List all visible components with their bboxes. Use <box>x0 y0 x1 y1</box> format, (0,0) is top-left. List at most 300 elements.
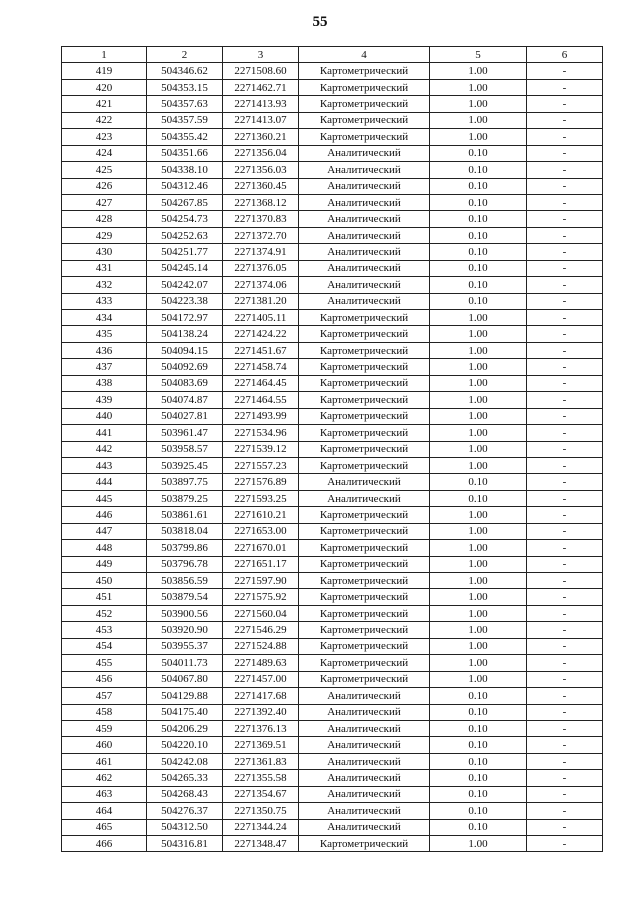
y-coordinate-cell: 2271350.75 <box>223 803 299 819</box>
x-coordinate-cell: 504338.10 <box>147 162 223 178</box>
x-coordinate-cell: 504083.69 <box>147 375 223 391</box>
accuracy-cell: 0.10 <box>430 688 527 704</box>
y-coordinate-cell: 2271361.83 <box>223 753 299 769</box>
y-coordinate-cell: 2271376.05 <box>223 260 299 276</box>
note-cell: - <box>527 408 603 424</box>
note-cell: - <box>527 342 603 358</box>
table-row <box>62 638 603 654</box>
y-coordinate-cell: 2271557.23 <box>223 457 299 473</box>
y-coordinate-cell: 2271405.11 <box>223 310 299 326</box>
x-coordinate-cell: 504175.40 <box>147 704 223 720</box>
x-coordinate-cell: 503955.37 <box>147 638 223 654</box>
accuracy-cell: 1.00 <box>430 671 527 687</box>
table-row <box>62 622 603 638</box>
column-header-1: 1 <box>62 47 147 63</box>
accuracy-cell: 0.10 <box>430 293 527 309</box>
y-coordinate-cell: 2271372.70 <box>223 227 299 243</box>
note-cell: - <box>527 737 603 753</box>
y-coordinate-cell: 2271575.92 <box>223 589 299 605</box>
accuracy-cell: 0.10 <box>430 277 527 293</box>
point-number-cell: 466 <box>62 836 147 852</box>
accuracy-cell: 1.00 <box>430 573 527 589</box>
note-cell: - <box>527 622 603 638</box>
x-coordinate-cell: 504074.87 <box>147 392 223 408</box>
method-cell: Аналитический <box>299 704 430 720</box>
accuracy-cell: 0.10 <box>430 770 527 786</box>
method-cell: Картометрический <box>299 408 430 424</box>
note-cell: - <box>527 589 603 605</box>
y-coordinate-cell: 2271464.45 <box>223 375 299 391</box>
table-row <box>62 836 603 852</box>
accuracy-cell: 0.10 <box>430 753 527 769</box>
accuracy-cell: 1.00 <box>430 359 527 375</box>
point-number-cell: 429 <box>62 227 147 243</box>
table-row <box>62 474 603 490</box>
y-coordinate-cell: 2271493.99 <box>223 408 299 424</box>
point-number-cell: 424 <box>62 145 147 161</box>
accuracy-cell: 1.00 <box>430 326 527 342</box>
note-cell: - <box>527 129 603 145</box>
table-row <box>62 408 603 424</box>
method-cell: Картометрический <box>299 457 430 473</box>
note-cell: - <box>527 227 603 243</box>
accuracy-cell: 0.10 <box>430 474 527 490</box>
table-row <box>62 129 603 145</box>
column-header-5: 5 <box>430 47 527 63</box>
x-coordinate-cell: 504351.66 <box>147 145 223 161</box>
note-cell: - <box>527 211 603 227</box>
y-coordinate-cell: 2271464.55 <box>223 392 299 408</box>
x-coordinate-cell: 504242.08 <box>147 753 223 769</box>
accuracy-cell: 1.00 <box>430 441 527 457</box>
method-cell: Картометрический <box>299 425 430 441</box>
method-cell: Аналитический <box>299 737 430 753</box>
note-cell: - <box>527 655 603 671</box>
note-cell: - <box>527 457 603 473</box>
method-cell: Аналитический <box>299 145 430 161</box>
table-row <box>62 753 603 769</box>
y-coordinate-cell: 2271546.29 <box>223 622 299 638</box>
method-cell: Картометрический <box>299 392 430 408</box>
table-body <box>62 63 603 852</box>
table-row <box>62 737 603 753</box>
x-coordinate-cell: 504316.81 <box>147 836 223 852</box>
x-coordinate-cell: 504254.73 <box>147 211 223 227</box>
accuracy-cell: 1.00 <box>430 112 527 128</box>
y-coordinate-cell: 2271369.51 <box>223 737 299 753</box>
table-header-row <box>62 47 603 63</box>
method-cell: Картометрический <box>299 310 430 326</box>
note-cell: - <box>527 79 603 95</box>
point-number-cell: 439 <box>62 392 147 408</box>
note-cell: - <box>527 556 603 572</box>
x-coordinate-cell: 503897.75 <box>147 474 223 490</box>
accuracy-cell: 1.00 <box>430 425 527 441</box>
table-row <box>62 523 603 539</box>
method-cell: Аналитический <box>299 293 430 309</box>
table-row <box>62 770 603 786</box>
point-number-cell: 432 <box>62 277 147 293</box>
note-cell: - <box>527 425 603 441</box>
table-row <box>62 589 603 605</box>
x-coordinate-cell: 504129.88 <box>147 688 223 704</box>
point-number-cell: 427 <box>62 194 147 210</box>
accuracy-cell: 0.10 <box>430 704 527 720</box>
method-cell: Аналитический <box>299 753 430 769</box>
point-number-cell: 421 <box>62 96 147 112</box>
note-cell: - <box>527 162 603 178</box>
note-cell: - <box>527 145 603 161</box>
y-coordinate-cell: 2271370.83 <box>223 211 299 227</box>
note-cell: - <box>527 293 603 309</box>
table-row <box>62 704 603 720</box>
point-number-cell: 445 <box>62 490 147 506</box>
note-cell: - <box>527 474 603 490</box>
point-number-cell: 443 <box>62 457 147 473</box>
page-number: 55 <box>312 14 328 30</box>
method-cell: Картометрический <box>299 605 430 621</box>
y-coordinate-cell: 2271355.58 <box>223 770 299 786</box>
method-cell: Аналитический <box>299 244 430 260</box>
x-coordinate-cell: 504245.14 <box>147 260 223 276</box>
note-cell: - <box>527 638 603 654</box>
point-number-cell: 459 <box>62 720 147 736</box>
point-number-cell: 425 <box>62 162 147 178</box>
y-coordinate-cell: 2271374.91 <box>223 244 299 260</box>
note-cell: - <box>527 573 603 589</box>
point-number-cell: 420 <box>62 79 147 95</box>
y-coordinate-cell: 2271344.24 <box>223 819 299 835</box>
note-cell: - <box>527 194 603 210</box>
method-cell: Картометрический <box>299 129 430 145</box>
point-number-cell: 437 <box>62 359 147 375</box>
table-row <box>62 441 603 457</box>
x-coordinate-cell: 504092.69 <box>147 359 223 375</box>
accuracy-cell: 1.00 <box>430 375 527 391</box>
note-cell: - <box>527 720 603 736</box>
y-coordinate-cell: 2271653.00 <box>223 523 299 539</box>
y-coordinate-cell: 2271424.22 <box>223 326 299 342</box>
point-number-cell: 457 <box>62 688 147 704</box>
accuracy-cell: 1.00 <box>430 392 527 408</box>
note-cell: - <box>527 112 603 128</box>
table-row <box>62 227 603 243</box>
table-row <box>62 145 603 161</box>
x-coordinate-cell: 503961.47 <box>147 425 223 441</box>
point-number-cell: 426 <box>62 178 147 194</box>
x-coordinate-cell: 504011.73 <box>147 655 223 671</box>
table-row <box>62 244 603 260</box>
column-header-2: 2 <box>147 47 223 63</box>
accuracy-cell: 0.10 <box>430 178 527 194</box>
y-coordinate-cell: 2271417.68 <box>223 688 299 704</box>
y-coordinate-cell: 2271374.06 <box>223 277 299 293</box>
table-row <box>62 540 603 556</box>
table-row <box>62 507 603 523</box>
point-number-cell: 456 <box>62 671 147 687</box>
note-cell: - <box>527 786 603 802</box>
point-number-cell: 434 <box>62 310 147 326</box>
method-cell: Картометрический <box>299 556 430 572</box>
accuracy-cell: 0.10 <box>430 162 527 178</box>
point-number-cell: 422 <box>62 112 147 128</box>
accuracy-cell: 1.00 <box>430 310 527 326</box>
point-number-cell: 436 <box>62 342 147 358</box>
y-coordinate-cell: 2271356.03 <box>223 162 299 178</box>
x-coordinate-cell: 504220.10 <box>147 737 223 753</box>
note-cell: - <box>527 770 603 786</box>
point-number-cell: 419 <box>62 63 147 79</box>
x-coordinate-cell: 504242.07 <box>147 277 223 293</box>
note-cell: - <box>527 359 603 375</box>
x-coordinate-cell: 504357.63 <box>147 96 223 112</box>
note-cell: - <box>527 540 603 556</box>
method-cell: Картометрический <box>299 573 430 589</box>
method-cell: Аналитический <box>299 178 430 194</box>
accuracy-cell: 1.00 <box>430 638 527 654</box>
method-cell: Аналитический <box>299 277 430 293</box>
table-row <box>62 573 603 589</box>
method-cell: Картометрический <box>299 359 430 375</box>
x-coordinate-cell: 504265.33 <box>147 770 223 786</box>
method-cell: Картометрический <box>299 63 430 79</box>
point-number-cell: 433 <box>62 293 147 309</box>
note-cell: - <box>527 605 603 621</box>
x-coordinate-cell: 504252.63 <box>147 227 223 243</box>
method-cell: Картометрический <box>299 507 430 523</box>
note-cell: - <box>527 704 603 720</box>
point-number-cell: 464 <box>62 803 147 819</box>
table-row <box>62 162 603 178</box>
point-number-cell: 423 <box>62 129 147 145</box>
accuracy-cell: 1.00 <box>430 605 527 621</box>
y-coordinate-cell: 2271413.93 <box>223 96 299 112</box>
note-cell: - <box>527 819 603 835</box>
x-coordinate-cell: 503900.56 <box>147 605 223 621</box>
accuracy-cell: 0.10 <box>430 260 527 276</box>
note-cell: - <box>527 310 603 326</box>
method-cell: Аналитический <box>299 162 430 178</box>
x-coordinate-cell: 504094.15 <box>147 342 223 358</box>
coordinates-table <box>61 46 603 852</box>
y-coordinate-cell: 2271348.47 <box>223 836 299 852</box>
note-cell: - <box>527 260 603 276</box>
accuracy-cell: 1.00 <box>430 63 527 79</box>
method-cell: Картометрический <box>299 112 430 128</box>
point-number-cell: 453 <box>62 622 147 638</box>
note-cell: - <box>527 836 603 852</box>
x-coordinate-cell: 504312.50 <box>147 819 223 835</box>
accuracy-cell: 0.10 <box>430 211 527 227</box>
note-cell: - <box>527 63 603 79</box>
x-coordinate-cell: 504172.97 <box>147 310 223 326</box>
method-cell: Картометрический <box>299 523 430 539</box>
note-cell: - <box>527 441 603 457</box>
table-row <box>62 112 603 128</box>
point-number-cell: 462 <box>62 770 147 786</box>
accuracy-cell: 1.00 <box>430 556 527 572</box>
x-coordinate-cell: 504251.77 <box>147 244 223 260</box>
table-row <box>62 178 603 194</box>
accuracy-cell: 1.00 <box>430 408 527 424</box>
point-number-cell: 430 <box>62 244 147 260</box>
note-cell: - <box>527 277 603 293</box>
point-number-cell: 463 <box>62 786 147 802</box>
x-coordinate-cell: 504223.38 <box>147 293 223 309</box>
x-coordinate-cell: 503879.25 <box>147 490 223 506</box>
method-cell: Аналитический <box>299 786 430 802</box>
method-cell: Аналитический <box>299 211 430 227</box>
note-cell: - <box>527 326 603 342</box>
accuracy-cell: 0.10 <box>430 786 527 802</box>
x-coordinate-cell: 504067.80 <box>147 671 223 687</box>
table-row <box>62 293 603 309</box>
point-number-cell: 465 <box>62 819 147 835</box>
accuracy-cell: 1.00 <box>430 836 527 852</box>
method-cell: Аналитический <box>299 688 430 704</box>
table-row <box>62 457 603 473</box>
accuracy-cell: 1.00 <box>430 589 527 605</box>
y-coordinate-cell: 2271413.07 <box>223 112 299 128</box>
accuracy-cell: 1.00 <box>430 342 527 358</box>
method-cell: Картометрический <box>299 622 430 638</box>
method-cell: Картометрический <box>299 375 430 391</box>
accuracy-cell: 1.00 <box>430 96 527 112</box>
x-coordinate-cell: 503958.57 <box>147 441 223 457</box>
x-coordinate-cell: 503856.59 <box>147 573 223 589</box>
method-cell: Аналитический <box>299 227 430 243</box>
accuracy-cell: 0.10 <box>430 194 527 210</box>
table-row <box>62 425 603 441</box>
accuracy-cell: 1.00 <box>430 457 527 473</box>
x-coordinate-cell: 504267.85 <box>147 194 223 210</box>
x-coordinate-cell: 504206.29 <box>147 720 223 736</box>
y-coordinate-cell: 2271457.00 <box>223 671 299 687</box>
x-coordinate-cell: 504027.81 <box>147 408 223 424</box>
y-coordinate-cell: 2271356.04 <box>223 145 299 161</box>
point-number-cell: 449 <box>62 556 147 572</box>
table-row <box>62 96 603 112</box>
accuracy-cell: 1.00 <box>430 655 527 671</box>
note-cell: - <box>527 671 603 687</box>
method-cell: Аналитический <box>299 194 430 210</box>
method-cell: Аналитический <box>299 260 430 276</box>
point-number-cell: 440 <box>62 408 147 424</box>
point-number-cell: 444 <box>62 474 147 490</box>
note-cell: - <box>527 490 603 506</box>
note-cell: - <box>527 688 603 704</box>
method-cell: Аналитический <box>299 819 430 835</box>
table-row <box>62 260 603 276</box>
accuracy-cell: 0.10 <box>430 720 527 736</box>
point-number-cell: 450 <box>62 573 147 589</box>
column-header-6: 6 <box>527 47 603 63</box>
point-number-cell: 428 <box>62 211 147 227</box>
method-cell: Картометрический <box>299 638 430 654</box>
accuracy-cell: 1.00 <box>430 622 527 638</box>
method-cell: Картометрический <box>299 540 430 556</box>
note-cell: - <box>527 392 603 408</box>
table-row <box>62 375 603 391</box>
x-coordinate-cell: 503799.86 <box>147 540 223 556</box>
method-cell: Картометрический <box>299 836 430 852</box>
accuracy-cell: 1.00 <box>430 129 527 145</box>
y-coordinate-cell: 2271376.13 <box>223 720 299 736</box>
point-number-cell: 455 <box>62 655 147 671</box>
y-coordinate-cell: 2271651.17 <box>223 556 299 572</box>
method-cell: Картометрический <box>299 326 430 342</box>
point-number-cell: 454 <box>62 638 147 654</box>
method-cell: Картометрический <box>299 342 430 358</box>
note-cell: - <box>527 178 603 194</box>
accuracy-cell: 0.10 <box>430 490 527 506</box>
table-row <box>62 326 603 342</box>
y-coordinate-cell: 2271392.40 <box>223 704 299 720</box>
accuracy-cell: 0.10 <box>430 145 527 161</box>
point-number-cell: 452 <box>62 605 147 621</box>
x-coordinate-cell: 504357.59 <box>147 112 223 128</box>
accuracy-cell: 0.10 <box>430 227 527 243</box>
y-coordinate-cell: 2271354.67 <box>223 786 299 802</box>
point-number-cell: 451 <box>62 589 147 605</box>
x-coordinate-cell: 503879.54 <box>147 589 223 605</box>
note-cell: - <box>527 96 603 112</box>
accuracy-cell: 1.00 <box>430 79 527 95</box>
accuracy-cell: 0.10 <box>430 803 527 819</box>
note-cell: - <box>527 523 603 539</box>
x-coordinate-cell: 504346.62 <box>147 63 223 79</box>
method-cell: Картометрический <box>299 589 430 605</box>
y-coordinate-cell: 2271670.01 <box>223 540 299 556</box>
point-number-cell: 460 <box>62 737 147 753</box>
table-row <box>62 803 603 819</box>
note-cell: - <box>527 375 603 391</box>
y-coordinate-cell: 2271360.45 <box>223 178 299 194</box>
method-cell: Картометрический <box>299 655 430 671</box>
method-cell: Аналитический <box>299 720 430 736</box>
y-coordinate-cell: 2271524.88 <box>223 638 299 654</box>
table-row <box>62 211 603 227</box>
table-row <box>62 819 603 835</box>
table-row <box>62 720 603 736</box>
point-number-cell: 447 <box>62 523 147 539</box>
method-cell: Картометрический <box>299 96 430 112</box>
table-row <box>62 194 603 210</box>
y-coordinate-cell: 2271462.71 <box>223 79 299 95</box>
y-coordinate-cell: 2271597.90 <box>223 573 299 589</box>
y-coordinate-cell: 2271534.96 <box>223 425 299 441</box>
point-number-cell: 431 <box>62 260 147 276</box>
table-row <box>62 342 603 358</box>
x-coordinate-cell: 504138.24 <box>147 326 223 342</box>
note-cell: - <box>527 753 603 769</box>
method-cell: Аналитический <box>299 474 430 490</box>
table-row <box>62 605 603 621</box>
method-cell: Аналитический <box>299 803 430 819</box>
table-row <box>62 671 603 687</box>
table-row <box>62 490 603 506</box>
note-cell: - <box>527 803 603 819</box>
y-coordinate-cell: 2271610.21 <box>223 507 299 523</box>
x-coordinate-cell: 504268.43 <box>147 786 223 802</box>
table-row <box>62 310 603 326</box>
accuracy-cell: 1.00 <box>430 507 527 523</box>
table-row <box>62 556 603 572</box>
x-coordinate-cell: 504312.46 <box>147 178 223 194</box>
y-coordinate-cell: 2271560.04 <box>223 605 299 621</box>
accuracy-cell: 0.10 <box>430 737 527 753</box>
point-number-cell: 446 <box>62 507 147 523</box>
